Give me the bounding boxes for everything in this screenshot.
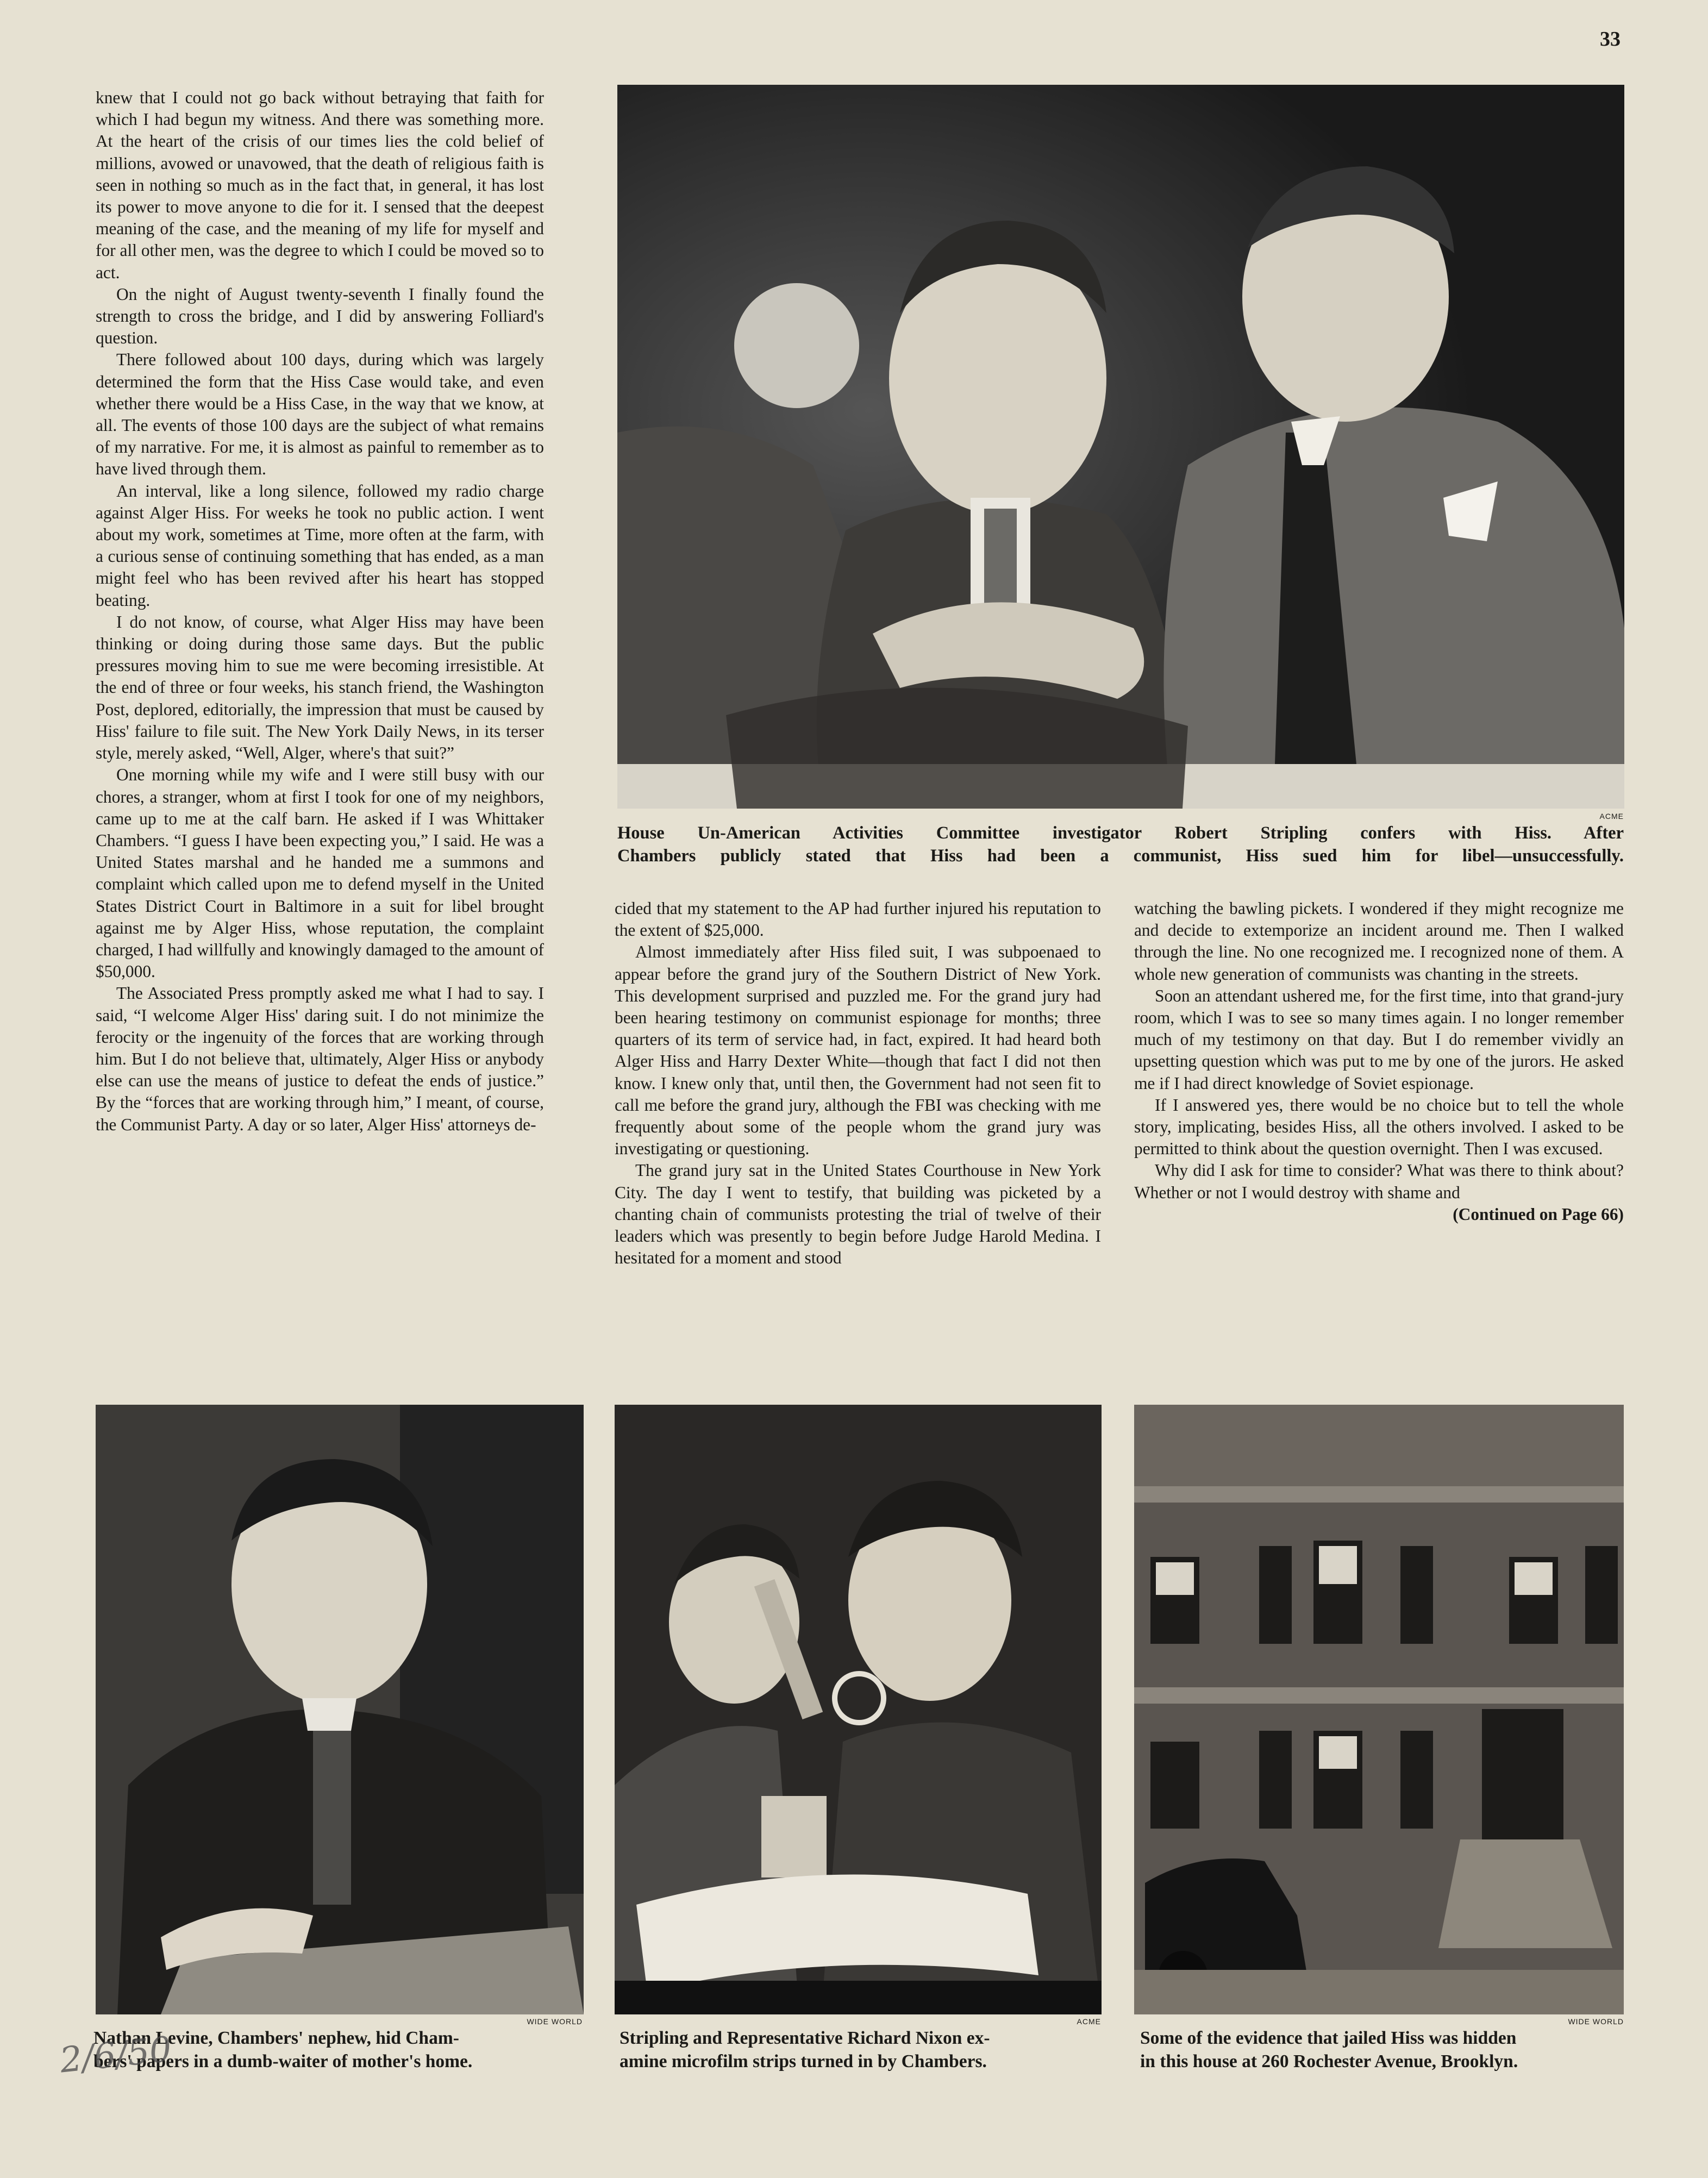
page-number: 33: [1600, 28, 1621, 51]
photo-stripling-hiss: [617, 85, 1624, 809]
photo-nathan-levine: [96, 1405, 584, 2014]
paragraph: The grand jury sat in the United States Courthouse in New York City. The day I went to testify, that building was picketed by a chanting chain of communists protesting the trial of twelve of their leaders which was presently to begin before Judge Harold Medina. I hesitated for a moment and stood: [615, 1161, 1101, 1268]
paragraph: Soon an attendant ushered me, for the first time, into that grand-jury room, which I was to see so many times again. I no longer remember much of my testimony on that day. But I do remember vividly an upsetting question which was put to me by one of the jurors. He asked me if I had direct knowledge of Soviet espionage.: [1134, 986, 1624, 1093]
photo-credit-house: WIDE WORLD: [1568, 2017, 1624, 2026]
paragraph: One morning while my wife and I were still busy with our chores, a stranger, whom at first I took for one of my neighbors, came up to me at the calf barn. He asked if I was Whittaker Chambers. “I guess I have been expecting you,” I said. He was a United States marshal and he handed me a summons and complaint which called upon me to defend myself in the United States District Court in Baltimore in a suit for libel brought against me by Alger Hiss, whose reputation, the complaint charged, I had willfully and knowingly damaged to the amount of $50,000.: [96, 765, 544, 981]
paragraph: watching the bawling pickets. I wondered if they might recognize me and decide to extemporize an incident around me. Then I walked through the line. No one recognized me. I recognized none of them. A whole new generation of communists was chanting in the streets.: [1134, 899, 1624, 984]
paragraph: I do not know, of course, what Alger Hiss may have been thinking or doing during those same days. But the public pressures moving him to sue me were becoming irresistible. At the end of three or four weeks, his stanch friend, the Washington Post, deplored, editorially, the impression that must be caused by Hiss' failure to file suit. The New York Daily News, in its terser style, merely asked, “Well, Alger, where's that suit?”: [96, 612, 544, 763]
paragraph: If I answered yes, there would be no choice but to tell the whole story, implicating, besides Hiss, all the others involved. I asked to be permitted to think about the question overnight. Then I was excused.: [1134, 1095, 1624, 1159]
handwritten-margin-note: 2/6/50: [58, 2029, 174, 2081]
continued-on-note: (Continued on Page 66): [1453, 1204, 1624, 1224]
caption-house-line-2: in this house at 260 Rochester Avenue, Brooklyn.: [1140, 2051, 1518, 2071]
paragraph: The Associated Press promptly asked me what I had to say. I said, “I welcome Alger Hiss' daring suit. I do not minimize the ferocity or the ingenuity of the forces that are working through him. But I do not believe that, ultimately, Alger Hiss or anybody else can use the means of justice to defeat the ends of justice.” By the “forces that are working through him,” I meant, of course, the Communist Party. A day or so later, Alger Hiss' attorneys de-: [96, 984, 544, 1134]
caption-nixon-line-1: Stripling and Representative Richard Nixon ex-: [620, 2028, 990, 2048]
caption-nixon-line-2: amine microfilm strips turned in by Chambers.: [620, 2051, 987, 2071]
article-column-2: [615, 898, 1101, 1269]
photo-credit-top: ACME: [1599, 812, 1624, 821]
photo-rochester-house: [1134, 1405, 1624, 2014]
paragraph: knew that I could not go back without betraying that faith for which I had begun my witness. And there was something more. At the heart of the crisis of our times lies the cold belief of millions, avowed or unavowed, that the death of religious faith is seen in nothing so much as in the fact that, in general, it has lost its power to move anyone to die for it. I sensed that the deepest meaning of the case, and the meaning of my life for myself and for all other men, was the degree to which I could be moved so to act.: [96, 88, 544, 282]
article-column-3: [1134, 898, 1624, 1225]
caption-house-line-1: Some of the evidence that jailed Hiss was hidden: [1140, 2028, 1517, 2048]
photo-credit-levine: WIDE WORLD: [527, 2017, 583, 2026]
paragraph: Almost immediately after Hiss filed suit, I was subpoenaed to appear before the grand jury of the Southern District of New York. This development surprised and puzzled me. For the grand jury had been hearing testimony on communist espionage for months; three quarters of its term of service had, in fact, expired. It had heard both Alger Hiss and Harry Dexter White—though that fact I did not then know. I knew only that, until then, the Government had not seen fit to call me before the grand jury, although the FBI was checking with me frequently about some of the people whom the grand jury was investigating or questioning.: [615, 942, 1101, 1159]
caption-top-line-1: House Un-American Activities Committee investigator Robert Stripling confers with Hiss. After: [617, 823, 1624, 843]
caption-top-line-2: Chambers publicly stated that Hiss had been a communist, Hiss sued him for libel—unsuccessfully.: [617, 846, 1624, 866]
paragraph: cided that my statement to the AP had further injured his reputation to the extent of $25,000.: [615, 899, 1101, 940]
paragraph: An interval, like a long silence, followed my radio charge against Alger Hiss. For weeks he took no public action. I went about my work, sometimes at Time, more often at the farm, with a curious sense of continuing something that has ended, as a man might feel who has been revived after his heart has stopped beating.: [96, 481, 544, 610]
paragraph: Why did I ask for time to consider? What was there to think about? Whether or not I would destroy with shame and (Continued on Page 66): [1134, 1160, 1624, 1203]
caption-levine-line-1: Nathan Levine, Chambers' nephew, hid Cham-: [93, 2028, 459, 2048]
paragraph: There followed about 100 days, during which was largely determined the form that the Hiss Case would take, and even whether there would be a Hiss Case, in the way that we know, at all. The events of those 100 days are the subject of what remains of my narrative. For me, it is almost as painful to remember as to have lived through them.: [96, 350, 544, 479]
photo-credit-nixon: ACME: [1077, 2017, 1101, 2026]
caption-levine-line-2: bers' papers in a dumb-waiter of mother's home.: [93, 2051, 473, 2071]
article-column-1: [96, 87, 544, 1136]
paragraph: On the night of August twenty-seventh I finally found the strength to cross the bridge, and I did by answering Folliard's question.: [96, 284, 544, 348]
photo-stripling-nixon: [615, 1405, 1102, 2014]
